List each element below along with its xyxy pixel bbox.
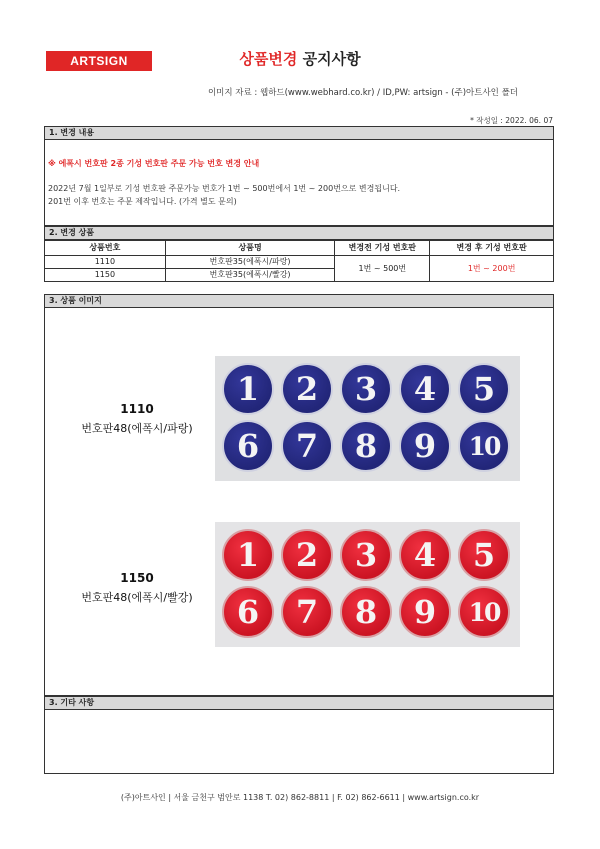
number-plate-badge: 9 xyxy=(399,586,451,638)
title-highlight: 상품변경 xyxy=(239,50,298,68)
product-name-cell: 번호판35(에폭시/빨강) xyxy=(165,269,335,282)
section-heading-images: 3. 상품 이미지 xyxy=(44,294,554,308)
table-row xyxy=(45,256,554,269)
page-title xyxy=(0,48,600,69)
created-date: * 작성일 : 2022. 06. 07 xyxy=(470,116,553,125)
number-plate-badge: 6 xyxy=(222,586,274,638)
number-plate-badge: 5 xyxy=(458,363,510,415)
number-plate-badge: 2 xyxy=(281,363,333,415)
product-code-label: 1150 xyxy=(120,571,154,585)
changed-products-table xyxy=(44,240,554,282)
product-code-cell: 1150 xyxy=(45,269,166,282)
number-plate-badge: 2 xyxy=(281,529,333,581)
col-header-code: 상품번호 xyxy=(45,241,166,256)
title-main: 공지사항 xyxy=(302,50,361,68)
number-plate-badge: 4 xyxy=(399,529,451,581)
section-other-box xyxy=(44,710,554,774)
number-plate-badge: 3 xyxy=(340,529,392,581)
company-footer: (주)아트사인 | 서울 금천구 범안로 1138 T. 02) 862-8811 | F. 02) 862-6611 | www.artsign.co.kr xyxy=(120,793,480,802)
brand-logo: ARTSIGN xyxy=(46,51,152,71)
number-plate-badge: 5 xyxy=(458,529,510,581)
col-header-before: 변경전 기성 번호판 xyxy=(335,241,430,256)
number-plate-badge: 10 xyxy=(458,586,510,638)
product-code-label: 1110 xyxy=(120,402,154,416)
notice-line-2: 201번 이후 번호는 주문 제작입니다. (가격 별도 문의) xyxy=(48,197,237,206)
product-code-cell: 1110 xyxy=(45,256,166,269)
number-plate-badge: 10 xyxy=(458,420,510,472)
number-plate-badge: 1 xyxy=(222,363,274,415)
product-name-label: 번호판48(에폭시/빨강) xyxy=(81,591,193,604)
after-range-cell: 1번 ~ 200번 xyxy=(430,256,554,282)
number-plate-badge: 7 xyxy=(281,586,333,638)
notice-headline: ※ 에폭시 번호판 2종 기성 번호판 주문 가능 번호 변경 안내 xyxy=(48,159,260,168)
number-plate-badge: 1 xyxy=(222,529,274,581)
product-name-label: 번호판48(에폭시/파랑) xyxy=(81,422,193,435)
number-plate-badge: 6 xyxy=(222,420,274,472)
blue-plate-photo xyxy=(215,356,520,481)
number-plate-badge: 8 xyxy=(340,420,392,472)
col-header-after: 변경 후 기성 번호판 xyxy=(430,241,554,256)
notice-line-1: 2022년 7월 1일부로 기성 번호판 주문가능 번호가 1번 ~ 500번에서 1번 ~ 200번으로 변경됩니다. xyxy=(48,184,401,193)
section-heading-other: 3. 기타 사항 xyxy=(44,696,554,710)
number-plate-badge: 3 xyxy=(340,363,392,415)
number-plate-badge: 4 xyxy=(399,363,451,415)
section-heading-changes: 1. 변경 내용 xyxy=(44,126,554,140)
red-plate-photo xyxy=(215,522,520,647)
section-heading-products: 2. 변경 상품 xyxy=(44,226,554,240)
before-range-cell: 1번 ~ 500번 xyxy=(335,256,430,282)
table-header-row xyxy=(45,241,554,256)
number-plate-badge: 8 xyxy=(340,586,392,638)
image-source-note: 이미지 자료 : 웹하드(www.webhard.co.kr) / ID,PW: artsign - (주)아트사인 폴더 xyxy=(207,88,518,98)
product-name-cell: 번호판35(에폭시/파랑) xyxy=(165,256,335,269)
number-plate-badge: 9 xyxy=(399,420,451,472)
col-header-name: 상품명 xyxy=(165,241,335,256)
number-plate-badge: 7 xyxy=(281,420,333,472)
